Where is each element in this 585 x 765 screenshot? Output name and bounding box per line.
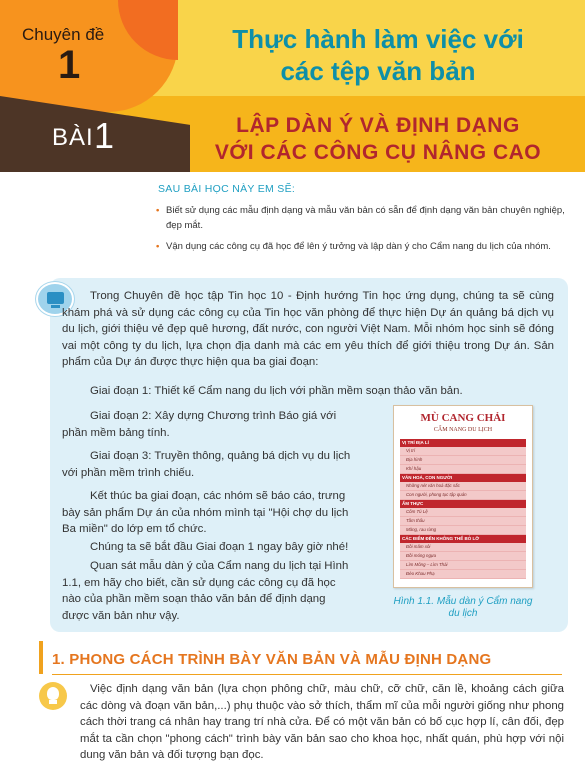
section-accent-bar <box>39 641 43 674</box>
figure-section-heading: VỊ TRÍ ĐỊA LÍ <box>400 439 526 447</box>
figure-row: Đồi mâm xôi <box>400 543 526 552</box>
chapter-title-line2: các tệp văn bản <box>280 56 476 86</box>
figure-row: Măng, rau rừng <box>400 526 526 535</box>
figure-row: Con người, phong tục tập quán <box>400 491 526 500</box>
chapter-label: Chuyên đề <box>22 25 105 44</box>
computer-stand <box>51 305 60 308</box>
stage-2-text: Giai đoạn 2: Xây dựng Chương trình Báo giá với phần mềm bảng tính. <box>62 410 337 439</box>
figure-section-heading: VĂN HOÁ, CON NGƯỜI <box>400 474 526 482</box>
figure-row: Tầm thấu <box>400 517 526 526</box>
objectives-heading: SAU BÀI HỌC NÀY EM SẼ: <box>158 183 296 195</box>
figure-row: Vị trí <box>400 447 526 456</box>
stage-3-text: Giai đoạn 3: Truyền thông, quảng bá dịch vụ du lịch với phần mềm trình chiếu. <box>62 450 351 479</box>
objectives-list <box>156 203 566 260</box>
figure-section-heading: ẨM THỰC <box>400 500 526 508</box>
figure-row: Đồi móng ngựa <box>400 552 526 561</box>
start-sentence: Chúng ta sẽ bắt đầu Giai đoạn 1 ngay bây giờ nhé! <box>90 541 349 553</box>
lesson-label: BÀI <box>52 124 94 151</box>
lesson-number: 1 <box>94 115 115 156</box>
lesson-title-line2: VỚI CÁC CÔNG CỤ NÂNG CAO <box>214 141 542 164</box>
figure-section-body <box>400 508 526 535</box>
figure-row: Đèo Khau Phạ <box>400 570 526 579</box>
figure-section-body <box>400 447 526 474</box>
section-1-title: 1. PHONG CÁCH TRÌNH BÀY VĂN BẢN VÀ MẪU ĐỊNH DẠNG <box>52 651 492 668</box>
figure-row: Địa hình <box>400 456 526 465</box>
figure-row: Những nét văn hoá đặc sắc <box>400 482 526 491</box>
chapter-title-line1: Thực hành làm việc với <box>232 24 524 54</box>
figure-row: Cốm Tú Lệ <box>400 508 526 517</box>
intro-paragraph: Trong Chuyên đề học tập Tin học 10 - Định hướng Tin học ứng dụng, chúng ta sẽ cùng khám phá và sử dụng các công cụ của Tin học văn phòng để thực hiện Dự án quảng bá dịch vụ du lịch, giới thiệu vẻ đẹp quê hương, đất nước, con người Việt Nam. Mỗi nhóm học sinh sẽ đóng vai một công ty du lịch, lựa chọn địa danh mà các em yêu thích để giới thiệu trong Dự án. Sản phẩm của Dự án được thực hiện qua ba giai đoạn: <box>62 290 554 368</box>
stage-1-text: Giai đoạn 1: Thiết kế Cẩm nang du lịch với phần mềm soạn thảo văn bản. <box>90 385 463 397</box>
section-divider <box>52 674 562 675</box>
objective-item: • Vận dụng các công cụ đã học để lên ý tưởng và lập dàn ý cho Cẩm nang du lịch của nhóm. <box>156 239 566 254</box>
figure-section-body <box>400 482 526 500</box>
lesson-title <box>182 112 574 166</box>
figure-caption: Hình 1.1. Mẫu dàn ý Cẩm nang du lịch <box>393 596 533 619</box>
lightbulb-glass <box>47 687 59 700</box>
chapter-number: 1 <box>58 43 81 87</box>
figure-row: Khí hậu <box>400 465 526 474</box>
observe-paragraph: Quan sát mẫu dàn ý của Cẩm nang du lịch tại Hình 1.1, em hãy cho biết, cần sử dụng các công cụ đã học nào của phần mềm soạn thảo văn bản để định dạng được văn bản như vậy. <box>62 560 349 622</box>
figure-title: MÙ CANG CHẢI <box>420 412 506 424</box>
objective-item: • Biết sử dụng các mẫu định dạng và mẫu văn bản có sẵn để định dạng văn bản chuyên nghiệp, đẹp mắt. <box>156 203 566 233</box>
figure-section-body <box>400 543 526 579</box>
figure-row: Lìm Mông – Lìm Thái <box>400 561 526 570</box>
outline-sample-figure <box>393 405 533 588</box>
lesson-title-line1: LẬP DÀN Ý VÀ ĐỊNH DẠNG <box>236 114 520 137</box>
section-1-paragraph: Việc định dạng văn bản (lựa chọn phông chữ, màu chữ, cỡ chữ, căn lề, khoảng cách giữa các dòng và đoạn văn bản,...) phụ thuộc vào sở thích, thẩm mĩ của mỗi người giống như phong cách thời trang cá nhân hay trang trí nhà cửa. Để có một văn bản có bố cục hợp lí, cân đối, đẹp mắt ta cần chọn "phong cách" trình bày văn bản sao cho khoa học, nhất quán, phù hợp với nội dung văn bản và đối tượng bạn đọc. <box>80 683 564 761</box>
figure-subtitle: CẨM NANG DU LỊCH <box>433 427 493 433</box>
lightbulb-base <box>49 700 57 704</box>
figure-section-heading: CÁC ĐIỂM ĐẾN KHÔNG THỂ BỎ LỠ <box>400 535 526 543</box>
chapter-title <box>182 23 574 87</box>
ending-paragraph: Kết thúc ba giai đoạn, các nhóm sẽ báo cáo, trưng bày sản phẩm Dự án của nhóm mình tại "Hội chợ du lịch Ba miền" do lớp em tổ chức. <box>62 490 349 535</box>
